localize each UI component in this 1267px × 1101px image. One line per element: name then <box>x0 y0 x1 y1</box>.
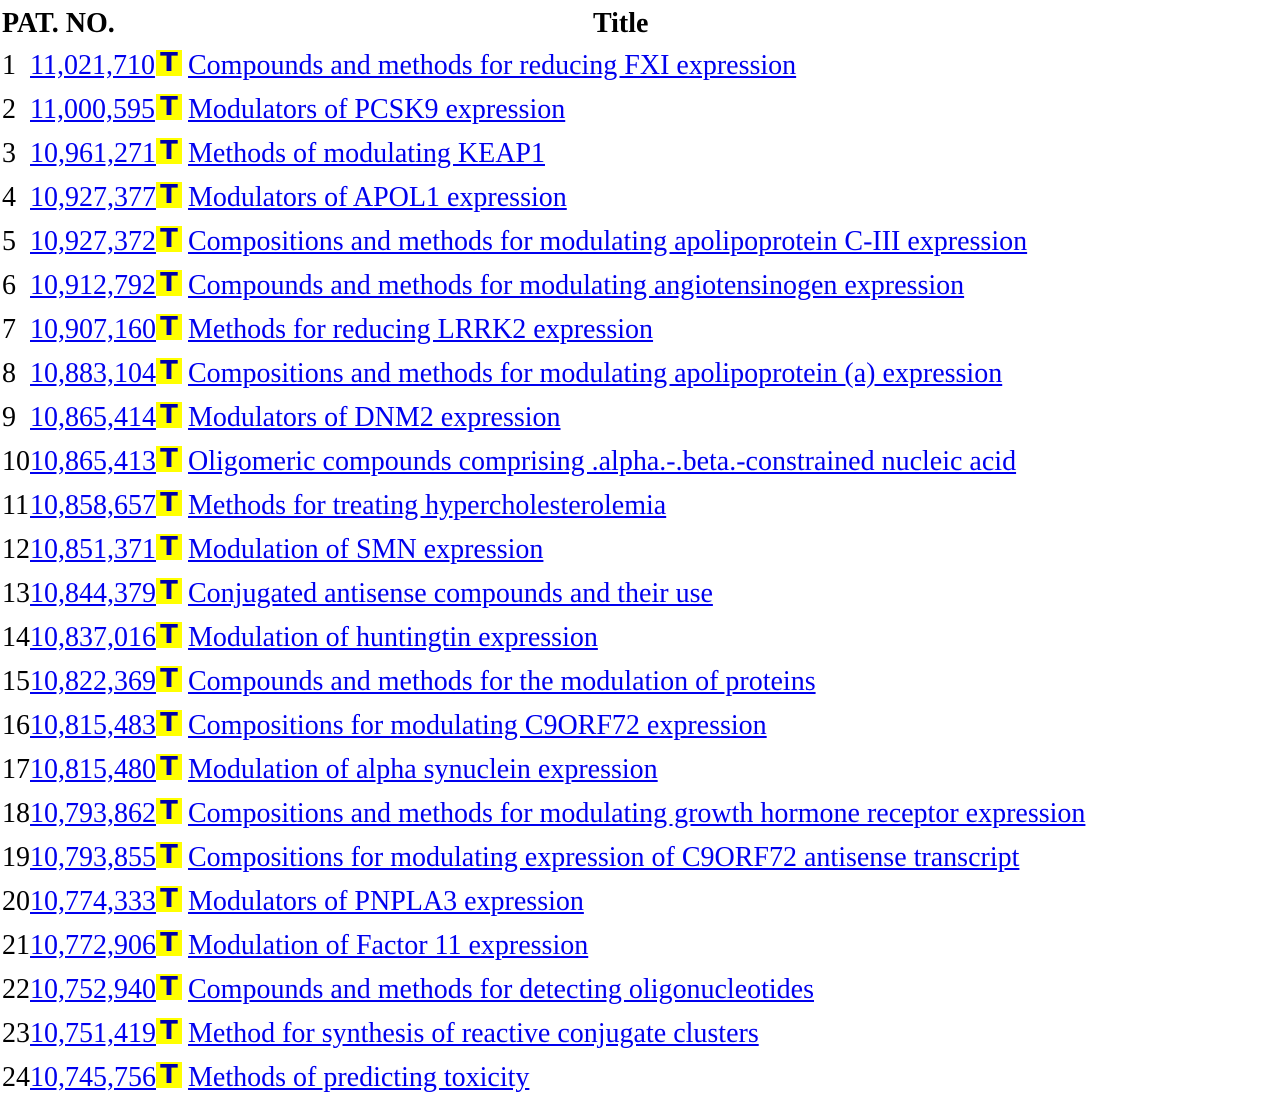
text-type-icon[interactable]: T <box>156 930 182 956</box>
text-type-icon[interactable]: T <box>156 578 182 604</box>
title-cell <box>156 572 1085 616</box>
row-number: 19 <box>2 842 30 873</box>
patent-number-cell <box>30 836 156 880</box>
table-row <box>2 968 1085 1012</box>
title-cell <box>156 132 1085 176</box>
patent-title-link[interactable]: Modulators of PNPLA3 expression <box>188 886 584 917</box>
results-table <box>2 4 1085 1100</box>
text-type-icon[interactable]: T <box>156 842 182 868</box>
row-number: 13 <box>2 578 30 609</box>
patent-title-link[interactable]: Modulation of Factor 11 expression <box>188 930 589 961</box>
patent-number-cell <box>30 308 156 352</box>
table-row <box>2 396 1085 440</box>
row-number: 14 <box>2 622 30 653</box>
text-type-icon[interactable]: T <box>156 490 182 516</box>
title-cell <box>156 968 1085 1012</box>
patent-title-link[interactable]: Compounds and methods for modulating angiotensinogen expression <box>188 270 965 301</box>
title-cell <box>156 880 1085 924</box>
patent-number-cell <box>30 1012 156 1056</box>
title-cell <box>156 704 1085 748</box>
patent-number-link[interactable]: 10,865,414 <box>30 402 156 433</box>
patent-number-cell <box>30 704 156 748</box>
row-number: 17 <box>2 754 30 785</box>
title-cell <box>156 792 1085 836</box>
patent-number-cell <box>30 528 156 572</box>
patent-number-cell <box>30 484 156 528</box>
table-row <box>2 264 1085 308</box>
patent-number-link[interactable]: 10,844,379 <box>30 578 156 609</box>
patent-number-link[interactable]: 10,927,377 <box>30 182 156 213</box>
patent-number-cell <box>30 440 156 484</box>
title-cell <box>156 176 1085 220</box>
table-row <box>2 528 1085 572</box>
patent-number-cell <box>30 880 156 924</box>
patent-title-link[interactable]: Compositions and methods for modulating apolipoprotein C-III expression <box>188 226 1028 257</box>
patent-title-link[interactable]: Compounds and methods for reducing FXI expression <box>188 50 797 81</box>
text-type-icon[interactable]: T <box>156 226 182 252</box>
patent-number-link[interactable]: 10,793,855 <box>30 842 156 873</box>
title-cell <box>156 396 1085 440</box>
patent-number-link[interactable]: 10,912,792 <box>30 270 156 301</box>
title-cell <box>156 1056 1085 1100</box>
patent-title-link[interactable]: Methods for treating hypercholesterolemia <box>188 490 667 521</box>
text-type-icon[interactable]: T <box>156 798 182 824</box>
patent-number-link[interactable]: 10,774,333 <box>30 886 156 917</box>
row-number: 24 <box>2 1062 30 1093</box>
patent-number-link[interactable]: 10,793,862 <box>30 798 156 829</box>
row-number: 10 <box>2 446 30 477</box>
patent-number-cell <box>30 176 156 220</box>
patent-number-cell <box>30 572 156 616</box>
patent-number-cell <box>30 660 156 704</box>
patent-number-link[interactable]: 10,927,372 <box>30 226 156 257</box>
patent-number-link[interactable]: 10,751,419 <box>30 1018 156 1049</box>
title-cell <box>156 88 1085 132</box>
text-type-icon[interactable]: T <box>156 138 182 164</box>
patent-number-cell <box>30 1056 156 1100</box>
patent-number-cell <box>30 748 156 792</box>
text-type-icon[interactable]: T <box>156 1062 182 1088</box>
table-row <box>2 836 1085 880</box>
text-type-icon[interactable]: T <box>156 314 182 340</box>
patent-title-link[interactable]: Methods for reducing LRRK2 expression <box>188 314 654 345</box>
text-type-icon[interactable]: T <box>156 666 182 692</box>
row-number: 9 <box>2 402 16 433</box>
title-cell <box>156 484 1085 528</box>
row-number: 11 <box>2 490 29 521</box>
table-row <box>2 1056 1085 1100</box>
text-type-icon[interactable]: T <box>156 50 182 76</box>
text-type-icon[interactable]: T <box>156 754 182 780</box>
patent-title-link[interactable]: Modulators of APOL1 expression <box>188 182 567 213</box>
row-number: 2 <box>2 94 16 125</box>
title-cell <box>156 924 1085 968</box>
text-type-icon[interactable]: T <box>156 182 182 208</box>
patno-column-header: PAT. NO. <box>2 8 115 39</box>
patent-number-link[interactable]: 10,745,756 <box>30 1062 156 1093</box>
patent-number-cell <box>30 616 156 660</box>
patent-title-link[interactable]: Method for synthesis of reactive conjugate clusters <box>188 1018 759 1049</box>
patent-number-link[interactable]: 10,822,369 <box>30 666 156 697</box>
patent-title-link[interactable]: Modulators of DNM2 expression <box>188 402 561 433</box>
table-row <box>2 308 1085 352</box>
text-type-icon[interactable]: T <box>156 886 182 912</box>
patent-title-link[interactable]: Modulators of PCSK9 expression <box>188 94 566 125</box>
table-row <box>2 484 1085 528</box>
patent-title-link[interactable]: Methods of predicting toxicity <box>188 1062 530 1093</box>
text-type-icon[interactable]: T <box>156 710 182 736</box>
patent-number-link[interactable]: 10,772,906 <box>30 930 156 961</box>
patent-number-link[interactable]: 10,907,160 <box>30 314 156 345</box>
patent-number-cell <box>30 132 156 176</box>
table-row <box>2 1012 1085 1056</box>
patent-title-link[interactable]: Compositions and methods for modulating growth hormone receptor expression <box>188 798 1086 829</box>
table-row <box>2 88 1085 132</box>
patent-number-link[interactable]: 11,021,710 <box>30 50 155 81</box>
patent-title-link[interactable]: Oligomeric compounds comprising .alpha.-.beta.-constrained nucleic acid <box>188 446 1017 477</box>
title-cell <box>156 352 1085 396</box>
table-row <box>2 440 1085 484</box>
patent-title-link[interactable]: Compositions for modulating expression of C9ORF72 antisense transcript <box>188 842 1020 873</box>
patent-title-link[interactable]: Modulation of alpha synuclein expression <box>188 754 658 785</box>
row-number: 18 <box>2 798 30 829</box>
patent-number-cell <box>30 220 156 264</box>
row-number: 21 <box>2 930 30 961</box>
table-row <box>2 924 1085 968</box>
table-row <box>2 660 1085 704</box>
title-cell <box>156 528 1085 572</box>
row-number: 6 <box>2 270 16 301</box>
patent-title-link[interactable]: Compounds and methods for detecting oligonucleotides <box>188 974 815 1005</box>
title-cell <box>156 264 1085 308</box>
row-number: 4 <box>2 182 16 213</box>
table-row <box>2 352 1085 396</box>
results-body <box>2 44 1085 1100</box>
patent-title-link[interactable]: Compounds and methods for the modulation of proteins <box>188 666 816 697</box>
table-row <box>2 880 1085 924</box>
patent-number-cell <box>30 792 156 836</box>
patent-title-link[interactable]: Conjugated antisense compounds and their use <box>188 578 713 609</box>
patent-number-cell <box>30 968 156 1012</box>
title-cell <box>156 308 1085 352</box>
patent-title-link[interactable]: Modulation of SMN expression <box>188 534 544 565</box>
title-cell <box>156 1012 1085 1056</box>
row-number: 3 <box>2 138 16 169</box>
patent-number-link[interactable]: 10,883,104 <box>30 358 156 389</box>
text-type-icon[interactable]: T <box>156 270 182 296</box>
patent-number-link[interactable]: 10,815,480 <box>30 754 156 785</box>
patent-number-cell <box>30 264 156 308</box>
row-number: 12 <box>2 534 30 565</box>
text-type-icon[interactable]: T <box>156 534 182 560</box>
title-cell <box>156 836 1085 880</box>
row-number: 5 <box>2 226 16 257</box>
patent-title-link[interactable]: Methods of modulating KEAP1 <box>188 138 545 169</box>
title-column-header: Title <box>592 8 649 39</box>
table-row <box>2 132 1085 176</box>
text-type-icon[interactable]: T <box>156 622 182 648</box>
title-cell <box>156 660 1085 704</box>
patent-title-link[interactable]: Compositions and methods for modulating apolipoprotein (a) expression <box>188 358 1003 389</box>
patent-number-cell <box>30 352 156 396</box>
table-row <box>2 220 1085 264</box>
patent-number-cell <box>30 924 156 968</box>
patent-number-link[interactable]: 10,851,371 <box>30 534 156 565</box>
patent-number-link[interactable]: 10,837,016 <box>30 622 156 653</box>
text-type-icon[interactable]: T <box>156 1018 182 1044</box>
text-type-icon[interactable]: T <box>156 446 182 472</box>
patent-number-link[interactable]: 10,752,940 <box>30 974 156 1005</box>
patent-title-link[interactable]: Compositions for modulating C9ORF72 expression <box>188 710 767 741</box>
patent-number-link[interactable]: 10,961,271 <box>30 138 156 169</box>
patent-number-link[interactable]: 11,000,595 <box>30 94 155 125</box>
text-type-icon[interactable]: T <box>156 94 182 120</box>
text-type-icon[interactable]: T <box>156 358 182 384</box>
row-number: 22 <box>2 974 30 1005</box>
row-number: 23 <box>2 1018 30 1049</box>
table-row <box>2 572 1085 616</box>
row-number: 7 <box>2 314 16 345</box>
table-row <box>2 176 1085 220</box>
table-row <box>2 748 1085 792</box>
patent-number-link[interactable]: 10,815,483 <box>30 710 156 741</box>
row-number: 8 <box>2 358 16 389</box>
title-cell <box>156 440 1085 484</box>
patent-number-cell <box>30 396 156 440</box>
title-cell <box>156 220 1085 264</box>
table-row <box>2 616 1085 660</box>
title-cell <box>156 44 1085 88</box>
text-type-icon[interactable]: T <box>156 402 182 428</box>
table-row <box>2 792 1085 836</box>
row-number: 20 <box>2 886 30 917</box>
row-number: 1 <box>2 50 16 81</box>
table-header-row <box>2 4 1085 44</box>
row-number: 16 <box>2 710 30 741</box>
title-cell <box>156 748 1085 792</box>
patent-number-cell <box>30 88 156 132</box>
row-number: 15 <box>2 666 30 697</box>
patent-title-link[interactable]: Modulation of huntingtin expression <box>188 622 598 653</box>
table-row <box>2 44 1085 88</box>
title-cell <box>156 616 1085 660</box>
patent-number-link[interactable]: 10,858,657 <box>30 490 156 521</box>
patent-number-cell <box>30 44 156 88</box>
text-type-icon[interactable]: T <box>156 974 182 1000</box>
patent-number-link[interactable]: 10,865,413 <box>30 446 156 477</box>
table-row <box>2 704 1085 748</box>
